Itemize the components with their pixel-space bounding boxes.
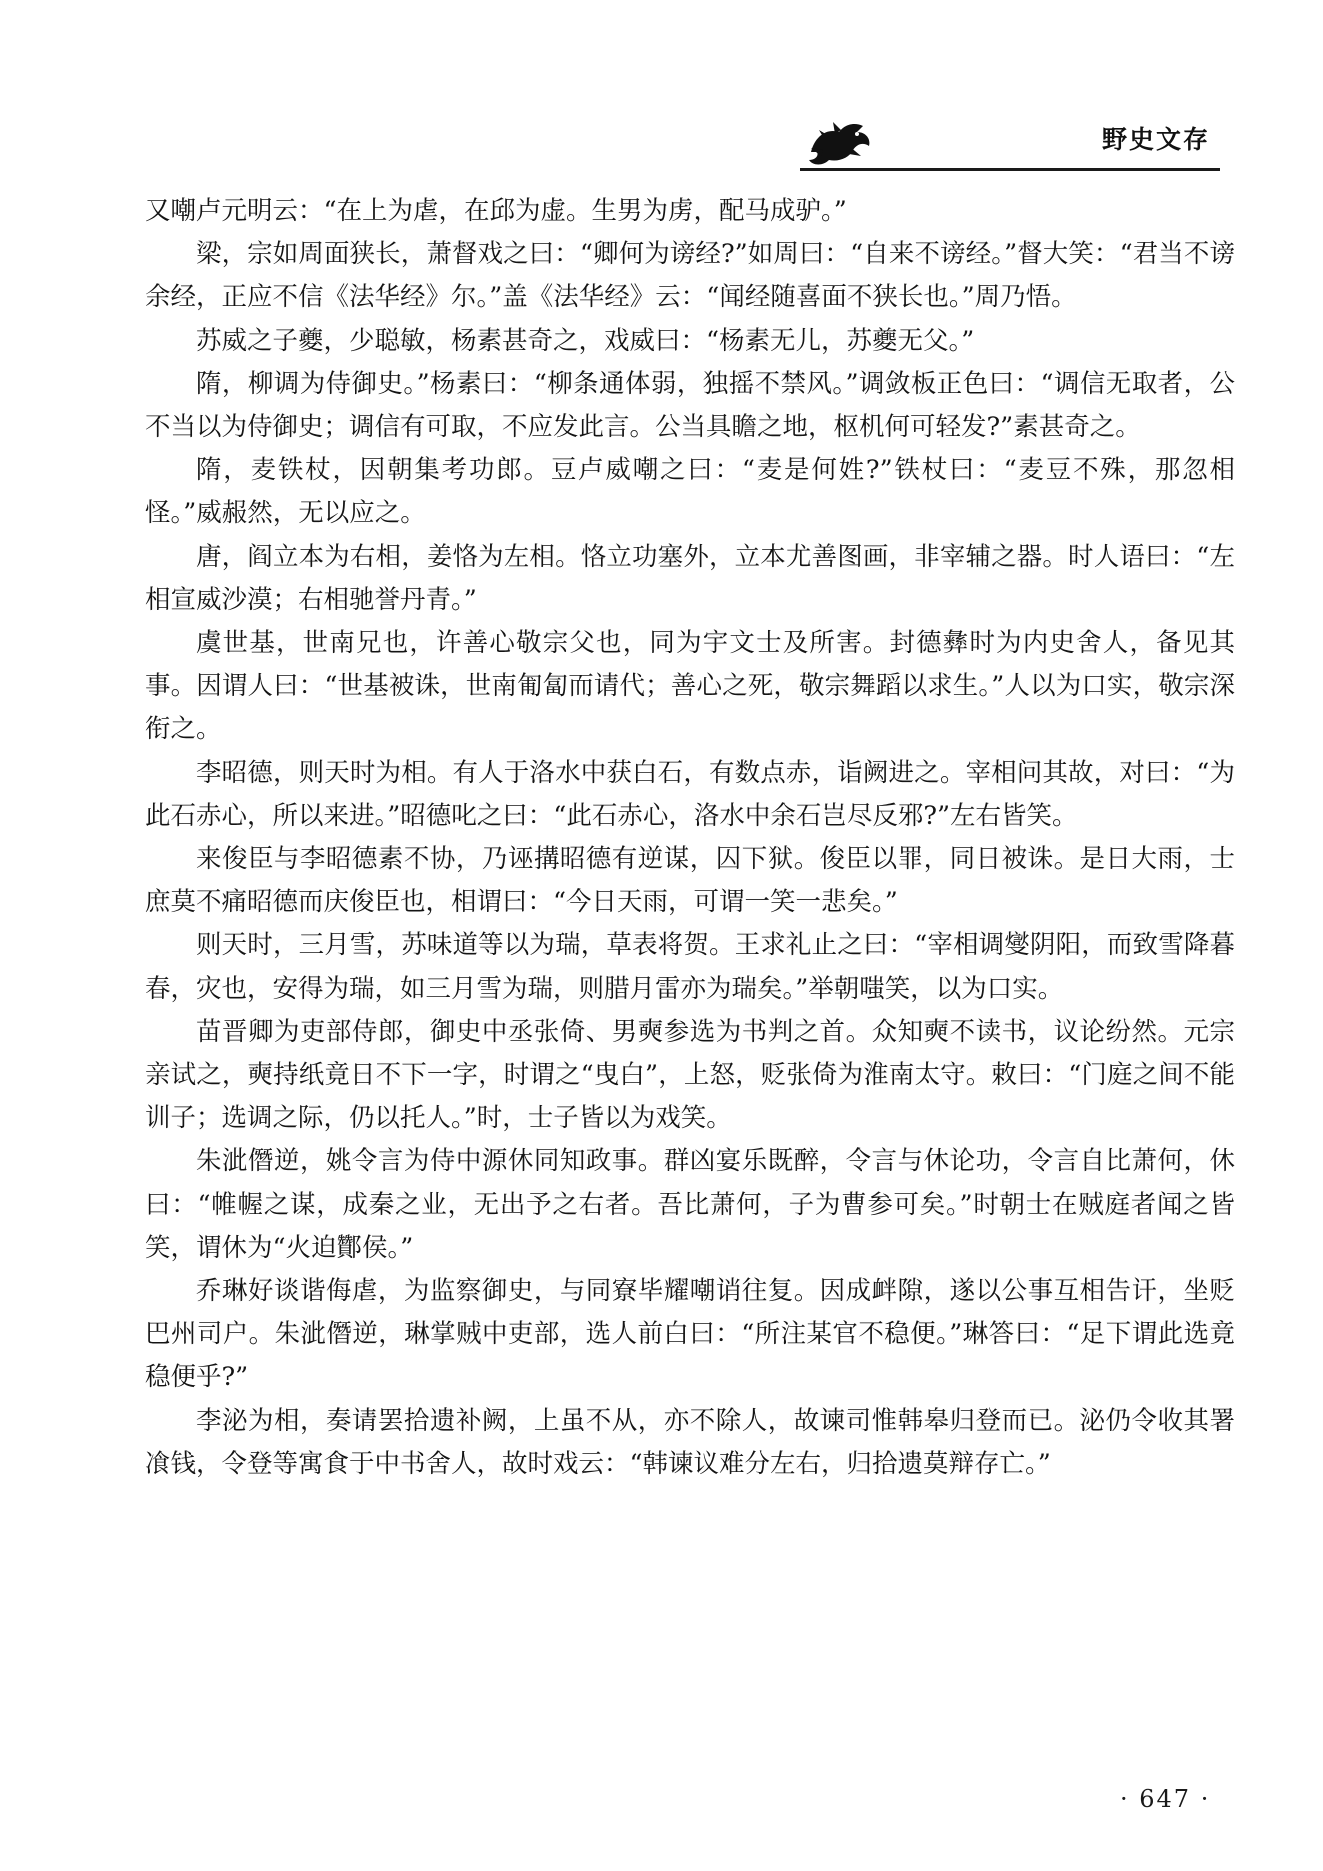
paragraph: 李泌为相，奏请罢拾遗补阙，上虽不从，亦不除人，故谏司惟韩皋归登而已。泌仍令收其署飡钱，令登等寓食于中书舍人，故时戏云：“韩谏议难分左右，归拾遗莫辩存亡。” <box>145 1405 1235 1479</box>
paragraph: 乔琳好谈谐侮虐，为监察御史，与同寮毕耀嘲诮往复。因成衅隙，遂以公事互相告讦，坐贬巴州司户。朱泚僭逆，琳掌贼中吏部，选人前白曰：“所注某官不稳便。”琳答曰：“足下谓此选竟稳便乎?” <box>145 1276 1235 1393</box>
paragraph: 隋，麦铁杖，因朝集考功郎。豆卢威嘲之曰：“麦是何姓?”铁杖曰：“麦豆不殊，那忽相怪。”威赧然，无以应之。 <box>145 455 1235 529</box>
running-header <box>800 112 1220 176</box>
paragraph: 虞世基，世南兄也，许善心敬宗父也，同为宇文士及所害。封德彝时为内史舍人，备见其事。因谓人曰：“世基被诛，世南匍匐而请代；善心之死，敬宗舞蹈以求生。”人以为口实，敬宗深衔之。 <box>145 628 1235 745</box>
page-number: · 647 · <box>1120 1785 1211 1813</box>
paragraph: 则天时，三月雪，苏味道等以为瑞，草表将贺。王求礼止之曰：“宰相调燮阴阳，而致雪降暮春，灾也，安得为瑞，如三月雪为瑞，则腊月雷亦为瑞矣。”举朝嗤笑，以为口实。 <box>145 930 1235 1004</box>
header-title: 野史文存 <box>1101 125 1210 154</box>
paragraph: 朱泚僭逆，姚令言为侍中源休同知政事。群凶宴乐既醉，令言与休论功，令言自比萧何，休曰：“帷幄之谋，成秦之业，无出予之右者。吾比萧何，子为曹参可矣。”时朝士在贼庭者闻之皆笑，谓休为“火迫酇侯。” <box>145 1146 1235 1263</box>
paragraph: 隋，柳调为侍御史。”杨素曰：“柳条通体弱，独摇不禁风。”调敛板正色曰：“调信无取者，公不当以为侍御史；调信有可取，不应发此言。公当具瞻之地，枢机何可轻发?”素甚奇之。 <box>145 368 1235 443</box>
paragraph: 苏威之子夔，少聪敏，杨素甚奇之，戏威曰：“杨素无儿，苏夔无父。” <box>196 325 975 356</box>
header-rule <box>800 168 1220 171</box>
dragon-icon <box>805 116 875 168</box>
paragraph: 又嘲卢元明云：“在上为虐，在邱为虚。生男为虏，配马成驴。” <box>145 196 847 226</box>
paragraph: 来俊臣与李昭德素不协，乃诬搆昭德有逆谋，囚下狱。俊臣以罪，同日被诛。是日大雨，士庶莫不痛昭德而庆俊臣也，相谓曰：“今日天雨，可谓一笑一悲矣。” <box>145 844 1235 918</box>
paragraph: 苗晋卿为吏部侍郎，御史中丞张倚、男奭参选为书判之首。众知奭不读书，议论纷然。元宗亲试之，奭持纸竟日不下一字，时谓之“曳白”，上怒，贬张倚为淮南太守。敕曰：“门庭之间不能训子；选调之际，仍以托人。”时，士子皆以为戏笑。 <box>145 1016 1235 1134</box>
paragraph: 梁，宗如周面狭长，萧督戏之曰：“卿何为谤经?”如周曰：“自来不谤经。”督大笑：“君当不谤余经，正应不信《法华经》尔。”盖《法华经》云：“闻经随喜面不狭长也。”周乃悟。 <box>145 239 1235 313</box>
paragraph: 唐，阎立本为右相，姜恪为左相。恪立功塞外，立本尤善图画，非宰辅之器。时人语曰：“左相宣威沙漠；右相驰誉丹青。” <box>145 541 1235 615</box>
page-body <box>145 190 1235 1486</box>
paragraph: 李昭德，则天时为相。有人于洛水中获白石，有数点赤，诣阙进之。宰相问其故，对曰：“为此石赤心，所以来进。”昭德叱之曰：“此石赤心，洛水中余石岂尽反邪?”左右皆笑。 <box>145 757 1235 831</box>
